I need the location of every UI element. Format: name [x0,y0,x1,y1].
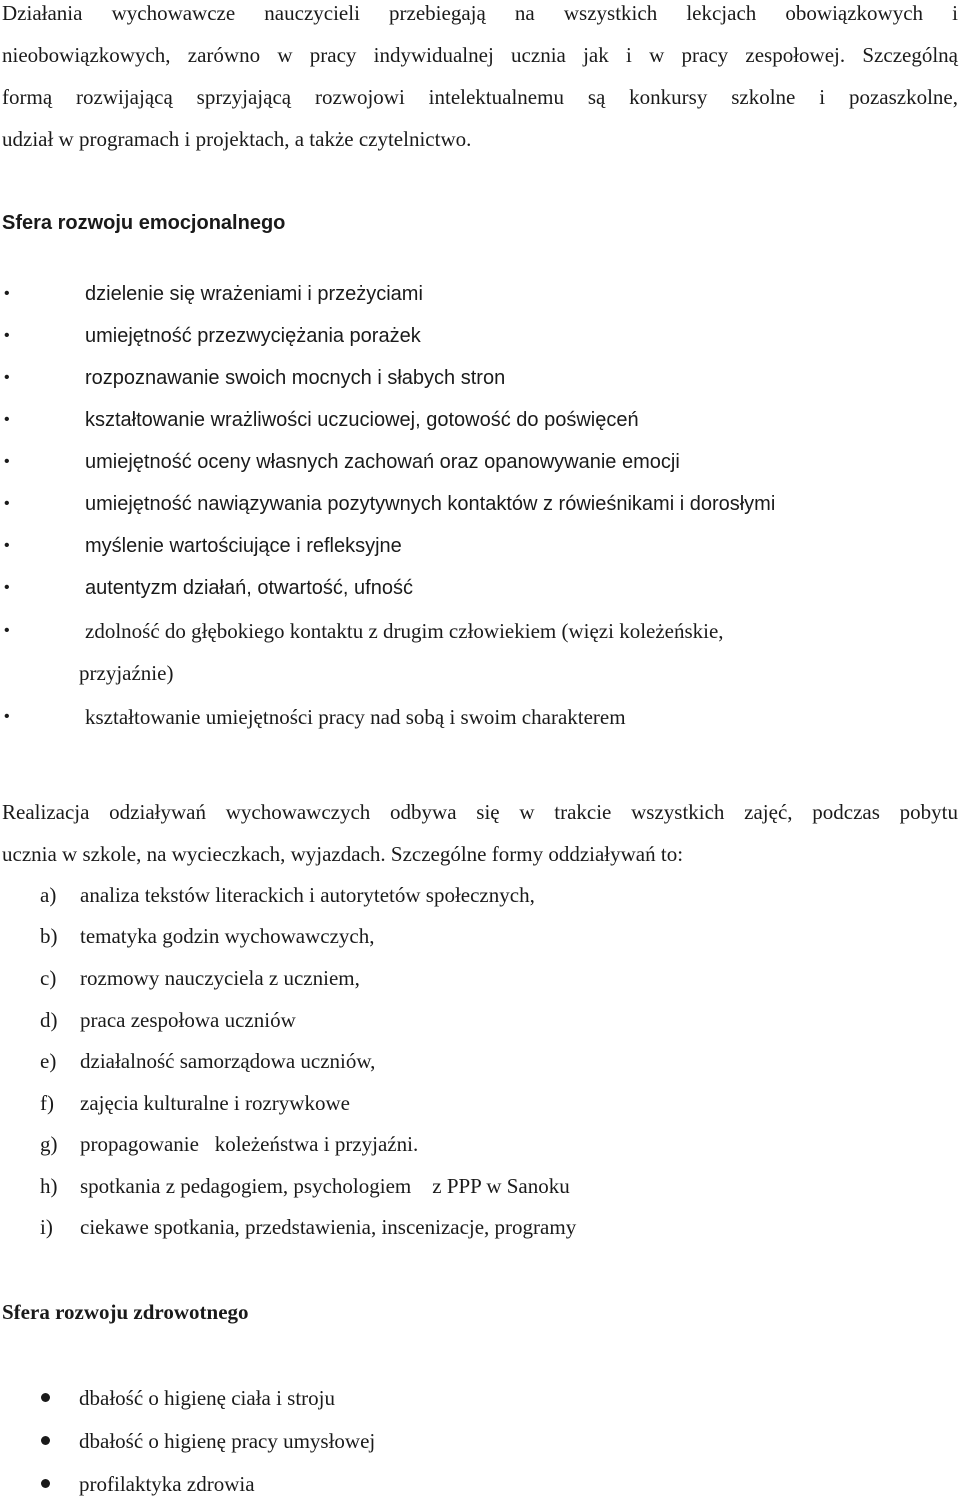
intro-line: formą rozwijającą sprzyjającą rozwojowi intelektualnemu są konkursy szkolne i pozaszkolne, [2,85,958,109]
list-marker: g) [40,1132,58,1156]
realization-line: Realizacja odziaływań wychowawczych odbywa się w trakcie wszystkich zajęć, podczas pobytu [2,800,958,824]
list-item-text: praca zespołowa uczniów [80,1008,296,1032]
list-item [0,491,960,517]
list-item-text: myślenie wartościujące i refleksyjne [85,535,402,557]
list-item-text: rozpoznawanie swoich mocnych i słabych stron [85,367,506,389]
bullet [41,1479,50,1488]
bullet: • [4,411,10,428]
list-item-text: dbałość o higienę ciała i stroju [79,1386,336,1410]
list-marker: f) [40,1091,54,1115]
bullet [41,1436,50,1445]
list-item [0,281,960,307]
bullet: • [4,285,10,302]
list-item [0,1428,960,1454]
list-item [0,449,960,475]
list-item [0,923,960,949]
list-item [0,1090,960,1116]
bullet: • [4,708,10,725]
bullet: • [4,453,10,470]
section-heading-emotional: Sfera rozwoju emocjonalnego [2,212,286,234]
list-item [0,1048,960,1074]
list-item-text: działalność samorządowa uczniów, [80,1049,376,1073]
list-item-text: rozmowy nauczyciela z uczniem, [80,966,360,990]
list-item [0,407,960,433]
list-item [0,1385,960,1411]
list-marker: a) [40,883,57,907]
list-marker: b) [40,924,58,948]
intro-line: udział w programach i projektach, a także czytelnictwo. [2,127,472,151]
list-marker: d) [40,1008,58,1032]
bullet: • [4,369,10,386]
list-item [0,1007,960,1033]
bullet: • [4,495,10,512]
list-item-text: dbałość o higienę pracy umysłowej [79,1429,376,1453]
list-item [0,1173,960,1199]
list-item [0,533,960,559]
list-marker: i) [40,1215,53,1239]
list-item-text: kształtowanie umiejętności pracy nad sobą i swoim charakterem [85,705,626,729]
list-item-text: zajęcia kulturalne i rozrywkowe [80,1091,350,1115]
list-marker: h) [40,1174,58,1198]
list-item-text: propagowanie koleżeństwa i przyjaźni. [80,1132,419,1156]
list-item-text: umiejętność nawiązywania pozytywnych kontaktów z rówieśnikami i dorosłymi [85,493,776,515]
list-item-text: profilaktyka zdrowia [79,1472,255,1496]
list-item [0,618,960,644]
list-item-text: umiejętność przezwyciężania porażek [85,325,421,347]
list-item-text: tematyka godzin wychowawczych, [80,924,375,948]
intro-line: nieobowiązkowych, zarówno w pracy indywidualnej ucznia jak i w pracy zespołowej. Szczególną [2,43,958,67]
list-item-continuation: przyjaźnie) [79,661,174,685]
list-item [0,323,960,349]
list-item-text: autentyzm działań, otwartość, ufność [85,577,413,599]
bullet: • [4,579,10,596]
section-heading-health: Sfera rozwoju zdrowotnego [2,1300,249,1324]
list-item [0,965,960,991]
list-item-text: kształtowanie wrażliwości uczuciowej, gotowość do poświęceń [85,409,639,431]
list-item [0,365,960,391]
list-item-text: ciekawe spotkania, przedstawienia, inscenizacje, programy [80,1215,577,1239]
list-marker: c) [40,966,57,990]
list-item-text: analiza tekstów literackich i autorytetów społecznych, [80,883,535,907]
bullet [41,1393,50,1402]
list-item [0,575,960,601]
list-item [0,1214,960,1240]
list-item [0,704,960,730]
list-item [0,1471,960,1497]
realization-line: ucznia w szkole, na wycieczkach, wyjazdach. Szczególne formy oddziaływań to: [2,842,684,866]
list-item-text: zdolność do głębokiego kontaktu z drugim człowiekiem (więzi koleżeńskie, [85,619,724,643]
bullet: • [4,622,10,639]
list-item [0,1131,960,1157]
list-item-text: spotkania z pedagogiem, psychologiem z PPP w Sanoku [80,1174,570,1198]
intro-line: Działania wychowawcze nauczycieli przebiegają na wszystkich lekcjach obowiązkowych i [2,1,958,25]
bullet: • [4,327,10,344]
list-item-text: dzielenie się wrażeniami i przeżyciami [85,283,423,305]
list-item [0,882,960,908]
bullet: • [4,537,10,554]
list-item-text: umiejętność oceny własnych zachowań oraz opanowywanie emocji [85,451,680,473]
list-marker: e) [40,1049,57,1073]
